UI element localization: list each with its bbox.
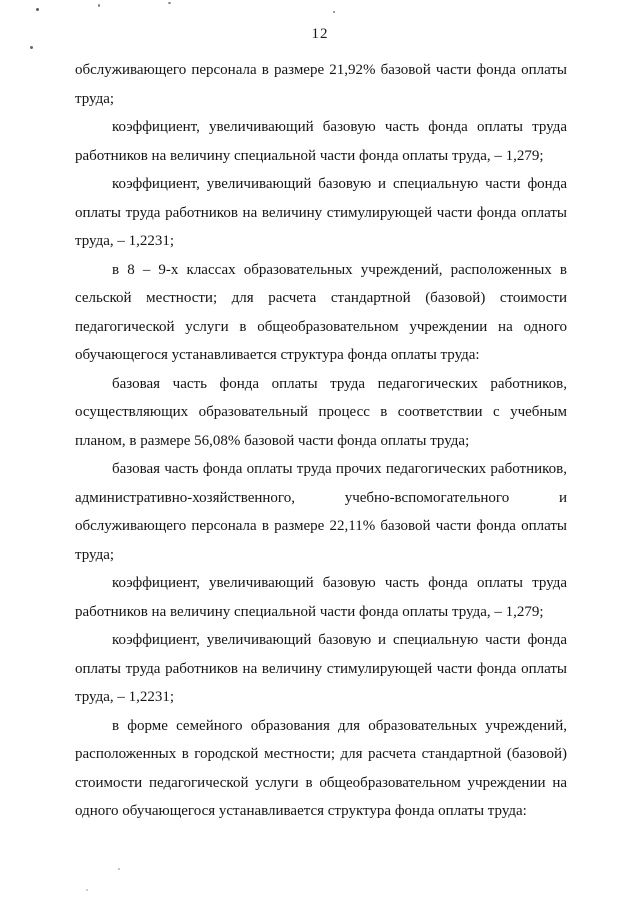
scan-artifact <box>118 868 120 870</box>
paragraph: коэффициент, увеличивающий базовую часть фонда оплаты труда работников на величину специальной части фонда оплаты труда, – 1,279; <box>75 575 567 620</box>
paragraph: коэффициент, увеличивающий базовую часть фонда оплаты труда работников на величину специальной части фонда оплаты труда, – 1,279; <box>75 119 567 164</box>
scan-artifact <box>168 2 171 4</box>
scan-artifact <box>333 11 335 13</box>
paragraph: коэффициент, увеличивающий базовую и специальную части фонда оплаты труда работников на величину стимулирующей части фонда оплаты труда, – 1,2231; <box>75 176 567 249</box>
page-number: 12 <box>311 26 329 42</box>
paragraph: в 8 – 9-х классах образовательных учреждений, расположенных в сельской местности; для расчета стандартной (базовой) стоимости педагогической услуги в общеобразовательном учреждении на одного обучающегося устанавливается структура фонда оплаты труда: <box>75 261 567 363</box>
paragraph: базовая часть фонда оплаты труда педагогических работников, осуществляющих образовательный процесс в соответствии с учебным планом, в размере 56,08% базовой части фонда оплаты труда; <box>75 375 567 449</box>
scan-artifact <box>98 4 100 7</box>
paragraph: в форме семейного образования для образовательных учреждений, расположенных в городской местности; для расчета стандартной (базовой) стоимости педагогической услуги в общеобразовательном учреждении на одного обучающегося устанавливается структура фонда оплаты труда: <box>75 717 567 819</box>
scan-artifact <box>36 8 39 11</box>
scan-artifact <box>86 889 88 891</box>
paragraph: базовая часть фонда оплаты труда прочих педагогических работников, административно-хозяйственного, учебно-вспомогательного и обслуживающего персонала в размере 22,11% базовой части фонда оплаты труда; <box>75 461 567 563</box>
document-body <box>75 56 567 826</box>
paragraph: обслуживающего персонала в размере 21,92% базовой части фонда оплаты труда; <box>75 62 567 107</box>
scan-artifact <box>30 46 33 49</box>
paragraph: коэффициент, увеличивающий базовую и специальную части фонда оплаты труда работников на величину стимулирующей части фонда оплаты труда, – 1,2231; <box>75 632 567 705</box>
